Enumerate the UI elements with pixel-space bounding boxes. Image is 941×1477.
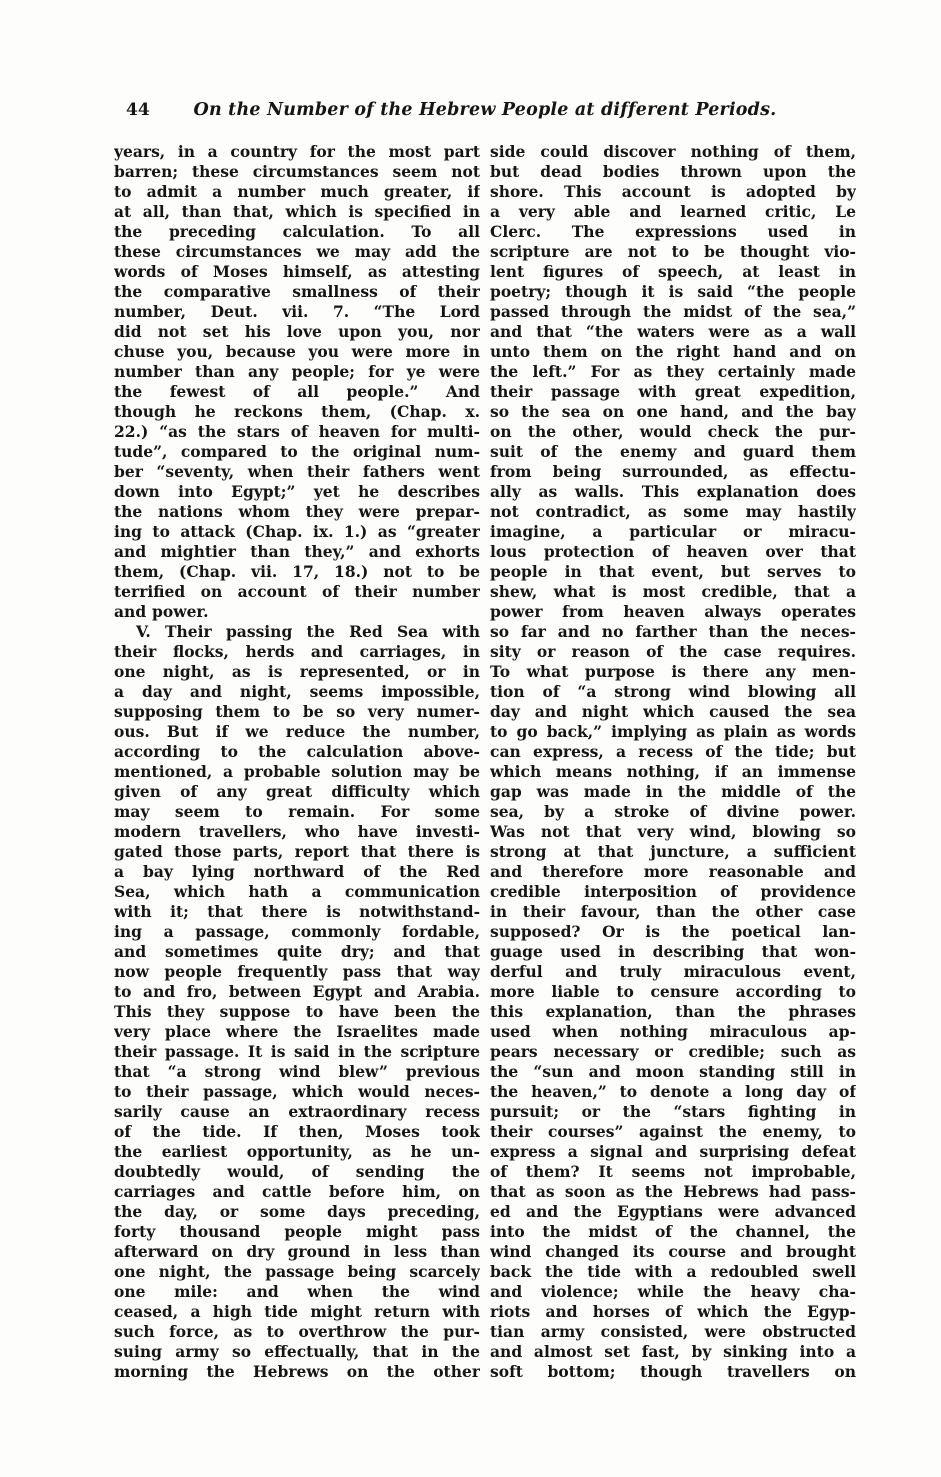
text-line: This they suppose to have been the bbox=[114, 1002, 480, 1021]
text-line: soft bottom; though travellers on bbox=[490, 1362, 856, 1381]
text-line: the earliest opportunity, as he un- bbox=[114, 1142, 480, 1161]
text-line: supposed? Or is the poetical lan- bbox=[490, 922, 856, 941]
text-line: in their favour, than the other case bbox=[490, 902, 856, 921]
text-line: used when nothing miraculous ap- bbox=[490, 1022, 856, 1041]
text-line: and sometimes quite dry; and that bbox=[114, 942, 480, 961]
text-line: passed through the midst of the sea,” bbox=[490, 302, 856, 321]
text-line: from being surrounded, as effectu- bbox=[490, 462, 856, 481]
text-line: tian army consisted, were obstructed bbox=[490, 1322, 856, 1341]
text-line: to admit a number much greater, if bbox=[114, 182, 480, 201]
text-line: V. Their passing the Red Sea with bbox=[136, 622, 480, 641]
text-line: lous protection of heaven over that bbox=[490, 542, 856, 561]
text-line: forty thousand people might pass bbox=[114, 1222, 480, 1241]
text-line: their flocks, herds and carriages, in bbox=[114, 642, 480, 661]
text-line: To what purpose is there any men- bbox=[490, 662, 856, 681]
text-line: but dead bodies thrown upon the bbox=[490, 162, 856, 181]
text-line: and violence; while the heavy cha- bbox=[490, 1282, 856, 1301]
text-line: one night, as is represented, or in bbox=[114, 662, 480, 681]
text-line: more liable to censure according to bbox=[490, 982, 856, 1001]
text-line: such force, as to overthrow the pur- bbox=[114, 1322, 480, 1341]
text-line: ing to attack (Chap. ix. 1.) as “greater bbox=[114, 522, 480, 541]
two-column-text bbox=[114, 142, 856, 1382]
text-line: 22.) “as the stars of heaven for multi- bbox=[114, 422, 480, 441]
text-line: the nations whom they were prepar- bbox=[114, 502, 480, 521]
text-line: express a signal and surprising defeat bbox=[490, 1142, 856, 1161]
text-line: so far and no farther than the neces- bbox=[490, 622, 856, 641]
text-line: according to the calculation above- bbox=[114, 742, 480, 761]
text-line: afterward on dry ground in less than bbox=[114, 1242, 480, 1261]
text-line: riots and horses of which the Egyp- bbox=[490, 1302, 856, 1321]
text-line: morning the Hebrews on the other bbox=[114, 1362, 480, 1381]
text-line: now people frequently pass that way bbox=[114, 962, 480, 981]
text-line: sity or reason of the case requires. bbox=[490, 642, 856, 661]
text-line: and that “the waters were as a wall bbox=[490, 322, 856, 341]
text-line: this explanation, than the phrases bbox=[490, 1002, 856, 1021]
text-line: Clerc. The expressions used in bbox=[490, 222, 856, 241]
text-line: not contradict, as some may hastily bbox=[490, 502, 856, 521]
text-line: on the other, would check the pur- bbox=[490, 422, 856, 441]
text-line: the heaven,” to denote a long day of bbox=[490, 1082, 856, 1101]
text-line: supposing them to be so very numer- bbox=[114, 702, 480, 721]
text-line: of them? It seems not improbable, bbox=[490, 1162, 856, 1181]
page-number: 44 bbox=[126, 100, 150, 120]
text-line: terrified on account of their number bbox=[114, 582, 480, 601]
text-line: gated those parts, report that there is bbox=[114, 842, 480, 861]
text-line: derful and truly miraculous event, bbox=[490, 962, 856, 981]
text-line: guage used in describing that won- bbox=[490, 942, 856, 961]
text-line: though he reckons them, (Chap. x. bbox=[114, 402, 480, 421]
text-line: shew, what is most credible, that a bbox=[490, 582, 856, 601]
text-line: imagine, a particular or miracu- bbox=[490, 522, 856, 541]
text-line: people in that event, but serves to bbox=[490, 562, 856, 581]
text-line: which means nothing, if an immense bbox=[490, 762, 856, 781]
text-line: strong at that juncture, a sufficient bbox=[490, 842, 856, 861]
text-line: ceased, a high tide might return with bbox=[114, 1302, 480, 1321]
running-head bbox=[114, 100, 856, 126]
text-column-right bbox=[490, 142, 856, 1382]
text-line: gap was made in the middle of the bbox=[490, 782, 856, 801]
text-line: modern travellers, who have investi- bbox=[114, 822, 480, 841]
text-line: ing a passage, commonly fordable, bbox=[114, 922, 480, 941]
text-line: them, (Chap. vii. 17, 18.) not to be bbox=[114, 562, 480, 581]
text-line: with it; that there is notwithstand- bbox=[114, 902, 480, 921]
text-line: the “sun and moon standing still in bbox=[490, 1062, 856, 1081]
text-line: and mightier than they,” and exhorts bbox=[114, 542, 480, 561]
text-line: Sea, which hath a communication bbox=[114, 882, 480, 901]
text-line: a bay lying northward of the Red bbox=[114, 862, 480, 881]
text-line: that as soon as the Hebrews had pass- bbox=[490, 1182, 856, 1201]
running-title: On the Number of the Hebrew People at different Periods. bbox=[193, 100, 777, 120]
text-line: to their passage, which would neces- bbox=[114, 1082, 480, 1101]
text-line: years, in a country for the most part bbox=[114, 142, 480, 161]
text-line: one night, the passage being scarcely bbox=[114, 1262, 480, 1281]
text-line: their courses” against the enemy, to bbox=[490, 1122, 856, 1141]
text-line: ally as walls. This explanation does bbox=[490, 482, 856, 501]
text-line: lent figures of speech, at least in bbox=[490, 262, 856, 281]
text-line: side could discover nothing of them, bbox=[490, 142, 856, 161]
text-line: pears necessary or credible; such as bbox=[490, 1042, 856, 1061]
text-line: credible interposition of providence bbox=[490, 882, 856, 901]
text-line: the fewest of all people.” And bbox=[114, 382, 480, 401]
text-line: carriages and cattle before him, on bbox=[114, 1182, 480, 1201]
text-line: the comparative smallness of their bbox=[114, 282, 480, 301]
text-line: mentioned, a probable solution may be bbox=[114, 762, 480, 781]
text-line: ous. But if we reduce the number, bbox=[114, 722, 480, 741]
page-content bbox=[114, 100, 856, 1382]
text-line: sarily cause an extraordinary recess bbox=[114, 1102, 480, 1121]
text-line: a very able and learned critic, Le bbox=[490, 202, 856, 221]
text-line: can express, a recess of the tide; but bbox=[490, 742, 856, 761]
text-line: may seem to remain. For some bbox=[114, 802, 480, 821]
text-line: very place where the Israelites made bbox=[114, 1022, 480, 1041]
text-line: scripture are not to be thought vio- bbox=[490, 242, 856, 261]
text-column-left bbox=[114, 142, 480, 1382]
text-line: shore. This account is adopted by bbox=[490, 182, 856, 201]
text-line: suing army so effectually, that in the bbox=[114, 1342, 480, 1361]
text-line: number than any people; for ye were bbox=[114, 362, 480, 381]
text-line: at all, than that, which is specified in bbox=[114, 202, 480, 221]
text-line: Was not that very wind, blowing so bbox=[490, 822, 856, 841]
text-line: the preceding calculation. To all bbox=[114, 222, 480, 241]
text-line: down into Egypt;” yet he describes bbox=[114, 482, 480, 501]
text-line: given of any great difficulty which bbox=[114, 782, 480, 801]
text-line: that “a strong wind blew” previous bbox=[114, 1062, 480, 1081]
text-line: suit of the enemy and guard them bbox=[490, 442, 856, 461]
text-line: back the tide with a redoubled swell bbox=[490, 1262, 856, 1281]
text-line: their passage with great expedition, bbox=[490, 382, 856, 401]
text-line: did not set his love upon you, nor bbox=[114, 322, 480, 341]
text-line: a day and night, seems impossible, bbox=[114, 682, 480, 701]
text-line: the day, or some days preceding, bbox=[114, 1202, 480, 1221]
text-line: their passage. It is said in the scripture bbox=[114, 1042, 480, 1061]
text-line: to and fro, between Egypt and Arabia. bbox=[114, 982, 480, 1001]
text-line: one mile: and when the wind bbox=[114, 1282, 480, 1301]
text-line: day and night which caused the sea bbox=[490, 702, 856, 721]
text-line: and therefore more reasonable and bbox=[490, 862, 856, 881]
text-line: so the sea on one hand, and the bay bbox=[490, 402, 856, 421]
text-line: chuse you, because you were more in bbox=[114, 342, 480, 361]
text-line: tion of “a strong wind blowing all bbox=[490, 682, 856, 701]
text-line: words of Moses himself, as attesting bbox=[114, 262, 480, 281]
text-line: tude”, compared to the original num- bbox=[114, 442, 480, 461]
text-line: wind changed its course and brought bbox=[490, 1242, 856, 1261]
text-line: and almost set fast, by sinking into a bbox=[490, 1342, 856, 1361]
text-line: number, Deut. vii. 7. “The Lord bbox=[114, 302, 480, 321]
text-line: barren; these circumstances seem not bbox=[114, 162, 480, 181]
text-line: poetry; though it is said “the people bbox=[490, 282, 856, 301]
text-line: sea, by a stroke of divine power. bbox=[490, 802, 856, 821]
text-line: ber “seventy, when their fathers went bbox=[114, 462, 480, 481]
text-line: power from heaven always operates bbox=[490, 602, 856, 621]
text-line: pursuit; or the “stars fighting in bbox=[490, 1102, 856, 1121]
text-line: to go back,” implying as plain as words bbox=[490, 722, 856, 741]
text-line: and power. bbox=[114, 602, 209, 621]
text-line: these circumstances we may add the bbox=[114, 242, 480, 261]
text-line: ed and the Egyptians were advanced bbox=[490, 1202, 856, 1221]
text-line: doubtedly would, of sending the bbox=[114, 1162, 480, 1181]
text-line: into the midst of the channel, the bbox=[490, 1222, 856, 1241]
text-line: unto them on the right hand and on bbox=[490, 342, 856, 361]
text-line: the left.” For as they certainly made bbox=[490, 362, 856, 381]
text-line: of the tide. If then, Moses took bbox=[114, 1122, 480, 1141]
